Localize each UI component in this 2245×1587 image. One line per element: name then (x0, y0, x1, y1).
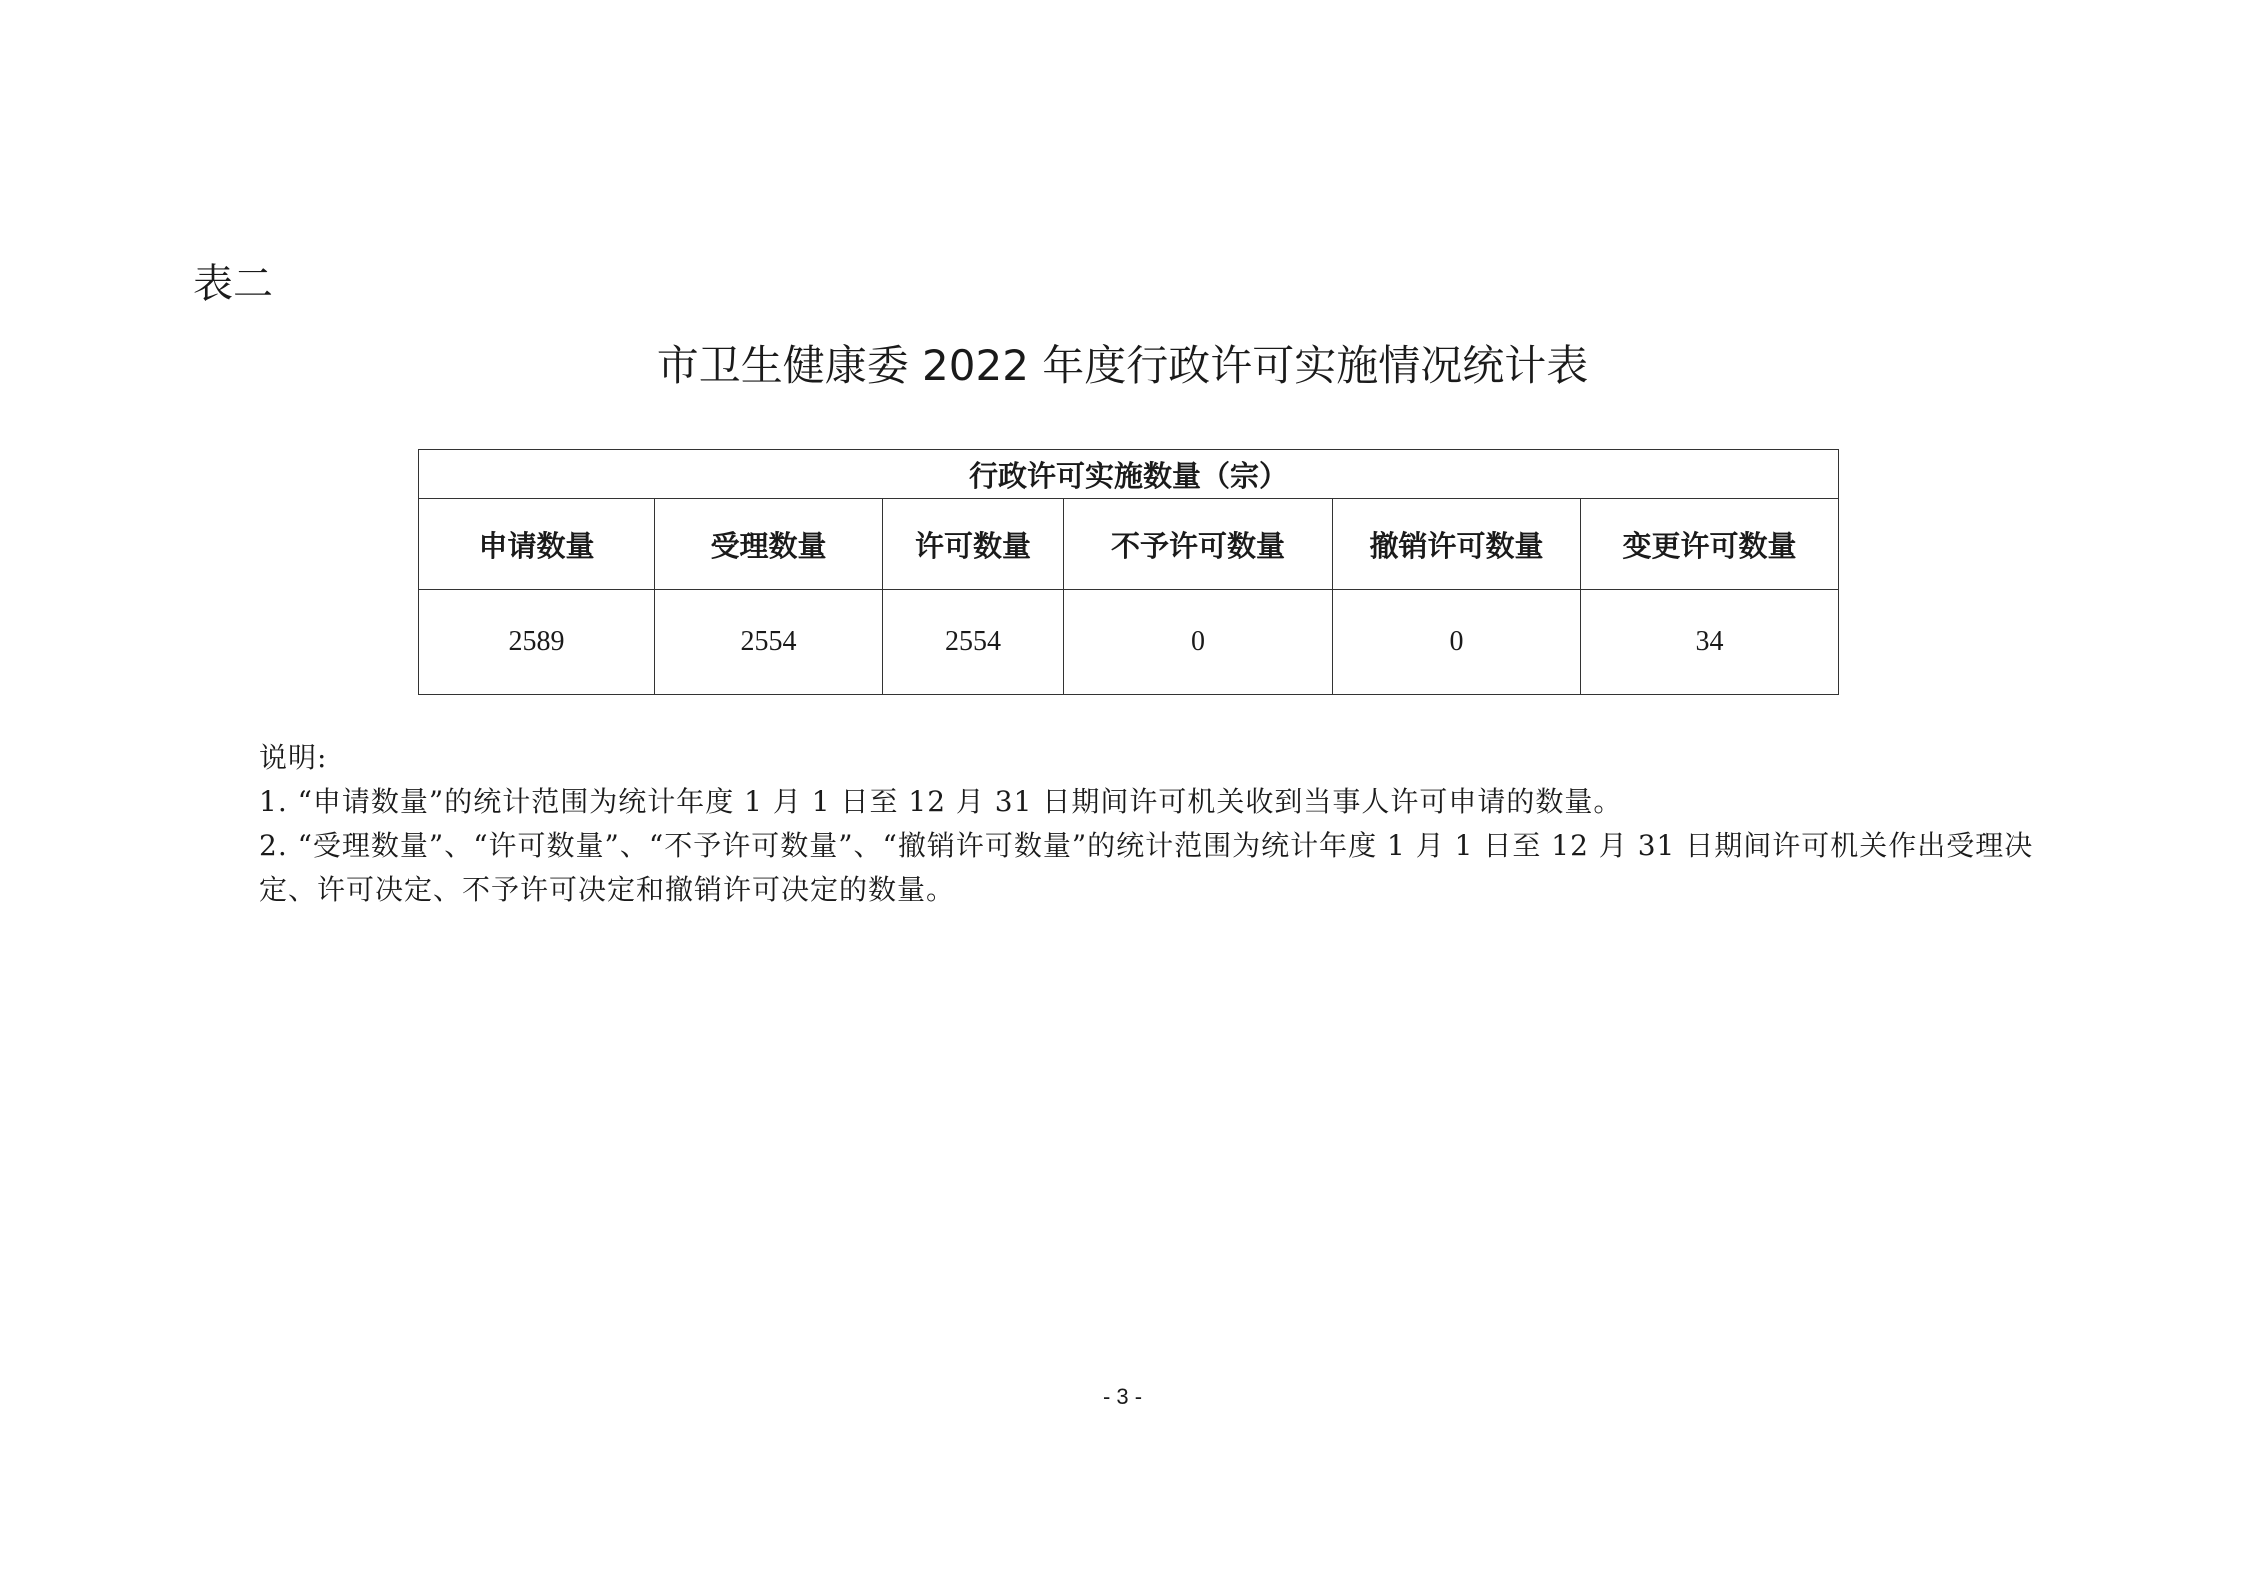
table-caption-row (419, 450, 1839, 499)
table-row (419, 590, 1839, 695)
value-cell-denied: 0 (1064, 590, 1333, 695)
header-cell-denied: 不予许可数量 (1064, 499, 1333, 590)
note-item: 1. “申请数量”的统计范围为统计年度 1 月 1 日至 12 月 31 日期间许可机关收到当事人许可申请的数量。 (259, 785, 1623, 818)
statistics-table (418, 449, 1839, 695)
value-cell-revoked: 0 (1333, 590, 1581, 695)
notes-heading: 说明: (259, 741, 328, 774)
note-item: 2. “受理数量”、“许可数量”、“不予许可数量”、“撤销许可数量”的统计范围为统计年度 1 月 1 日至 12 月 31 日期间许可机关作出受理决定、许可决定、不予许可决定和撤销许可决定的数量。 (259, 829, 2034, 906)
table-header-row (419, 499, 1839, 590)
value-cell-approved: 2554 (883, 590, 1064, 695)
table-caption: 行政许可实施数量（宗） (419, 450, 1839, 499)
header-cell-applications: 申请数量 (419, 499, 655, 590)
value-cell-applications: 2589 (419, 590, 655, 695)
header-cell-revoked: 撤销许可数量 (1333, 499, 1581, 590)
notes-section (193, 736, 2053, 912)
value-cell-changed: 34 (1581, 590, 1839, 695)
header-cell-changed: 变更许可数量 (1581, 499, 1839, 590)
page-number: - 3 - (1102, 1384, 1143, 1409)
page-title: 市卫生健康委 2022 年度行政许可实施情况统计表 (656, 341, 1589, 390)
value-cell-accepted: 2554 (655, 590, 883, 695)
header-cell-accepted: 受理数量 (655, 499, 883, 590)
header-cell-approved: 许可数量 (883, 499, 1064, 590)
table-label: 表二 (193, 261, 273, 307)
